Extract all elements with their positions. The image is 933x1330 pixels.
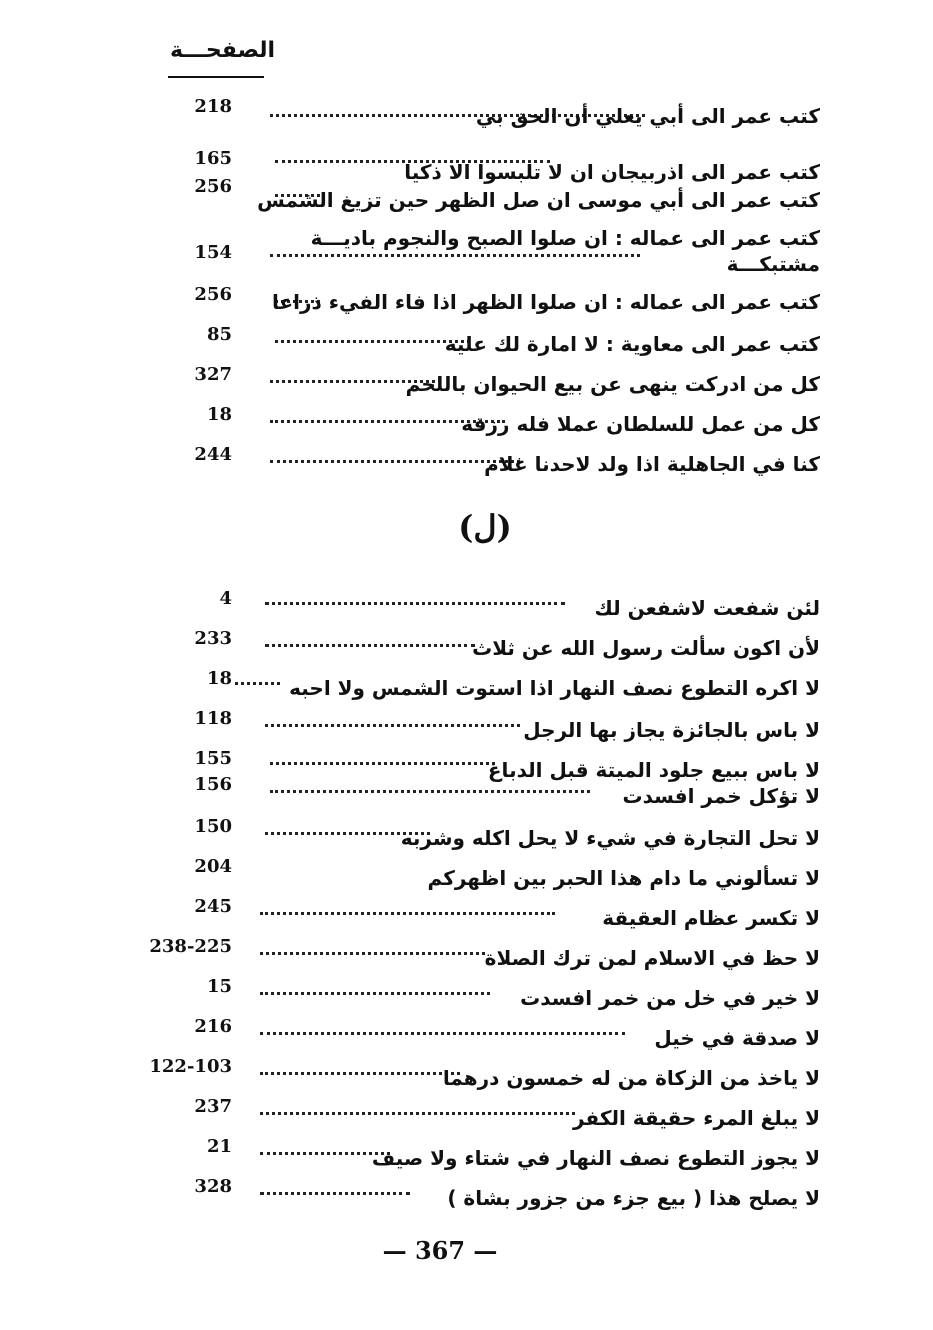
index-entry [140,1056,820,1092]
leader-dots [265,724,520,727]
entry-text: لا ياخذ من الزكاة من له خمسون درهما [442,1066,820,1090]
page-column-header: الصفحـــة [170,38,276,63]
index-entry [140,404,820,440]
index-entry [140,1136,820,1172]
leader-dots [265,602,565,605]
entry-page-number: 328 [194,1176,232,1197]
index-entry [140,96,820,136]
index-entry [140,976,820,1012]
entry-text: كتب عمر الى عماله : ان صلوا الظهر اذا فاء الفيء ذراعا [271,290,820,314]
entry-text: لا باس ببيع جلود الميتة قبل الدباغ [487,758,820,782]
entry-page-number: 216 [194,1016,232,1037]
entry-text: لأن اكون سألت رسول الله عن ثلاث [472,636,820,660]
leader-dots [260,1192,410,1195]
entry-text: مشتبكـــة [726,252,820,276]
index-entry [140,896,820,932]
entry-page-number: 18 [206,668,232,689]
entry-text: لا تحل التجارة في شيء لا يحل اكله وشربه [400,826,820,850]
entry-page-number: 238-225 [149,936,232,957]
entry-text: لا اكره التطوع نصف النهار اذا استوت الشمس ولا احبه [289,676,820,700]
entry-page-number: 155 [194,748,232,769]
entry-text: كل من ادركت ينهى عن بيع الحيوان باللحم [405,372,820,396]
entry-text: كتب عمر الى معاوية : لا امارة لك عليه [444,332,820,356]
entry-text: لا باس بالجائزة يجاز بها الرجل [523,718,820,742]
index-entry [140,1176,820,1212]
leader-dots [260,952,485,955]
header-underline [168,76,264,78]
entry-text: كل من عمل للسلطان عملا فله رزقه [461,412,820,436]
index-entry [140,708,820,744]
entry-text: كتب عمر الى اذربيجان ان لا تلبسوا الا ذكيا [404,160,820,184]
entry-text: لا يبلغ المرء حقيقة الكفر [572,1106,820,1130]
entry-text: لا صدقة في خيل [654,1026,820,1050]
index-entry [140,588,820,624]
entry-page-number: 165 [194,148,232,169]
leader-dots [270,254,640,257]
entry-page-number: 118 [194,708,232,729]
entry-page-number: 18 [206,404,232,425]
leader-dots [260,992,490,995]
entry-text: لئن شفعت لاشفعن لك [594,596,820,620]
entry-text: كنا في الجاهلية اذا ولد لاحدنا غلام [484,452,820,476]
leader-dots [270,790,590,793]
entry-text: لا تسألوني ما دام هذا الحبر بين اظهركم [427,866,820,890]
entry-page-number: 154 [194,242,232,263]
entry-page-number: 150 [194,816,232,837]
entry-page-number: 122-103 [149,1056,232,1077]
leader-dots [270,762,495,765]
index-entry [140,816,820,852]
index-entry [140,364,820,400]
entry-text: لا يجوز التطوع نصف النهار في شتاء ولا صيف [371,1146,820,1170]
entry-page-number: 256 [194,284,232,305]
index-entry [140,1016,820,1052]
index-entry [140,1096,820,1132]
entry-text: لا خير في خل من خمر افسدت [520,986,820,1010]
leader-dots [260,1072,460,1075]
index-entry [140,176,820,212]
entry-page-number: 237 [194,1096,232,1117]
entry-text: لا يصلح هذا ( بيع جزء من جزور بشاة ) [447,1186,820,1210]
index-entry [140,284,820,320]
index-entry [140,444,820,480]
entry-page-number: 245 [194,896,232,917]
entry-text: كتب عمر الى أبي يعلي أن الحق بي [475,104,820,128]
entry-page-number: 156 [194,774,232,795]
index-entry [140,668,820,704]
leader-dots [260,1032,625,1035]
entry-page-number: 327 [194,364,232,385]
entry-text: كتب عمر الى أبي موسى ان صل الظهر حين تزيغ الشمس [257,188,820,212]
index-entry [140,774,820,810]
index-entry [140,242,820,278]
index-entry [140,856,820,892]
entry-text: كتب عمر الى عماله : ان صلوا الصبح والنجوم باديـــة [310,226,820,250]
index-entry [140,324,820,360]
entry-page-number: 21 [206,1136,232,1157]
leader-dots [275,340,470,343]
leader-dots [235,682,280,685]
entry-page-number: 15 [206,976,232,997]
leader-dots [260,1152,390,1155]
index-entry [140,628,820,664]
section-letter-heading: (ل) [458,508,512,546]
entry-text: لا تكسر عظام العقيقة [602,906,820,930]
leader-dots [270,460,520,463]
entry-page-number: 233 [194,628,232,649]
leader-dots [265,644,475,647]
entry-text: لا حظ في الاسلام لمن ترك الصلاة [484,946,820,970]
entry-page-number: 4 [219,588,232,609]
entry-page-number: 204 [194,856,232,877]
leader-dots [260,912,555,915]
entry-page-number: 244 [194,444,232,465]
entry-page-number: 256 [194,176,232,197]
entry-page-number: 85 [206,324,232,345]
entry-text: لا تؤكل خمر افسدت [622,784,820,808]
index-entry [140,936,820,972]
entry-page-number: 218 [194,96,232,117]
leader-dots [260,1112,575,1115]
page-number-footer: — 367 — [382,1236,498,1265]
